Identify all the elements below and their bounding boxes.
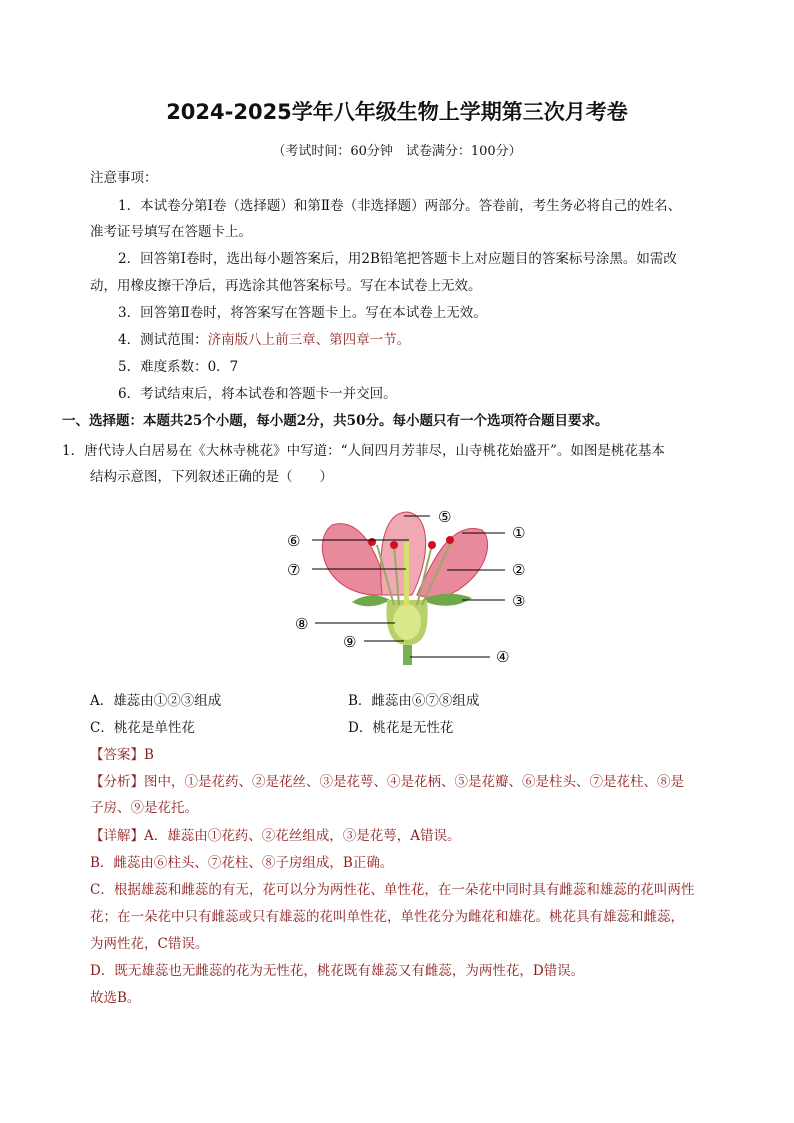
notice-1-cont: 准考证号填写在答题卡上。 (90, 224, 252, 240)
option-b[interactable]: B．雌蕊由⑥⑦⑧组成 (348, 693, 480, 709)
detail-b: B．雌蕊由⑥柱头、⑦花柱、⑧子房组成，B正确。 (90, 855, 394, 871)
detail-c-cont2: 为两性花，C错误。 (90, 936, 209, 952)
detail-d: D．既无雄蕊也无雌蕊的花为无性花，桃花既有雄蕊又有雌蕊，为两性花，D错误。 (90, 963, 585, 979)
label-2: ② (512, 561, 526, 579)
petal-left (322, 524, 387, 595)
label-5: ⑤ (438, 508, 452, 526)
ovary (393, 604, 421, 640)
detail-c-cont1: 花；在一朵花中只有雌蕊或只有雄蕊的花叫单性花，单性花分为雌花和雄花。桃花具有雄蕊和雌蕊， (90, 909, 684, 925)
label-7: ⑦ (287, 561, 301, 579)
notice-4-label: 4．测试范围： (118, 332, 208, 348)
label-4: ④ (496, 648, 510, 666)
style (404, 542, 409, 606)
notice-2: 2．回答第Ⅰ卷时，选出每小题答案后，用2B铅笔把答题卡上对应题目的答案标号涂黑。如需改 (118, 251, 677, 267)
notice-heading: 注意事项： (90, 170, 158, 186)
section-heading: 一、选择题：本题共25个小题，每小题2分，共50分。每小题只有一个选项符合题目要求。 (62, 413, 609, 429)
option-a[interactable]: A．雄蕊由①②③组成 (90, 693, 222, 709)
notice-4 (118, 330, 410, 350)
conclusion: 故选B。 (90, 990, 141, 1006)
detail-c: C．根据雄蕊和雌蕊的有无，花可以分为两性花、单性花，在一朵花中同时具有雌蕊和雄蕊的花叫两性 (90, 882, 695, 898)
peach-flower-diagram (282, 500, 532, 670)
sepal-left (352, 595, 390, 606)
label-6: ⑥ (287, 532, 301, 550)
notice-2-cont: 动，用橡皮擦干净后，再选涂其他答案标号。写在本试卷上无效。 (90, 278, 482, 294)
label-3: ③ (512, 592, 526, 610)
notice-3: 3．回答第Ⅱ卷时，将答案写在答题卡上。写在本试卷上无效。 (118, 305, 487, 321)
option-d[interactable]: D．桃花是无性花 (348, 720, 454, 736)
flower-stalk (403, 645, 412, 665)
analysis-cont: 子房、⑨是花托。 (90, 800, 198, 816)
exam-info: （考试时间：60分钟 试卷满分：100分） (272, 144, 522, 159)
page-title: 2024-2025学年八年级生物上学期第三次月考卷 (166, 100, 628, 124)
notice-6: 6．考试结束后，将本试卷和答题卡一并交回。 (118, 386, 397, 402)
question-1-cont: 结构示意图，下列叙述正确的是（ ） (90, 469, 333, 485)
analysis: 【分析】图中，①是花药、②是花丝、③是花萼、④是花柄、⑤是花瓣、⑥是柱头、⑦是花柱、⑧是 (90, 774, 684, 790)
answer: 【答案】B (90, 747, 154, 763)
notice-1: 1．本试卷分第Ⅰ卷（选择题）和第Ⅱ卷（非选择题）两部分。答卷前，考生务必将自己的姓名、 (118, 198, 682, 214)
test-scope: 济南版八上前三章、第四章一节。 (207, 332, 411, 348)
option-c[interactable]: C．桃花是单性花 (90, 720, 195, 736)
notice-5: 5．难度系数：0．7 (118, 359, 239, 375)
label-9: ⑨ (343, 633, 357, 651)
label-1: ① (512, 524, 526, 542)
detail-a: 【详解】A．雄蕊由①花药、②花丝组成，③是花萼，A错误。 (90, 828, 461, 844)
label-8: ⑧ (295, 615, 309, 633)
question-1: 1．唐代诗人白居易在《大林寺桃花》中写道：“人间四月芳菲尽，山寺桃花始盛开”。如图是桃花基本 (62, 443, 665, 459)
